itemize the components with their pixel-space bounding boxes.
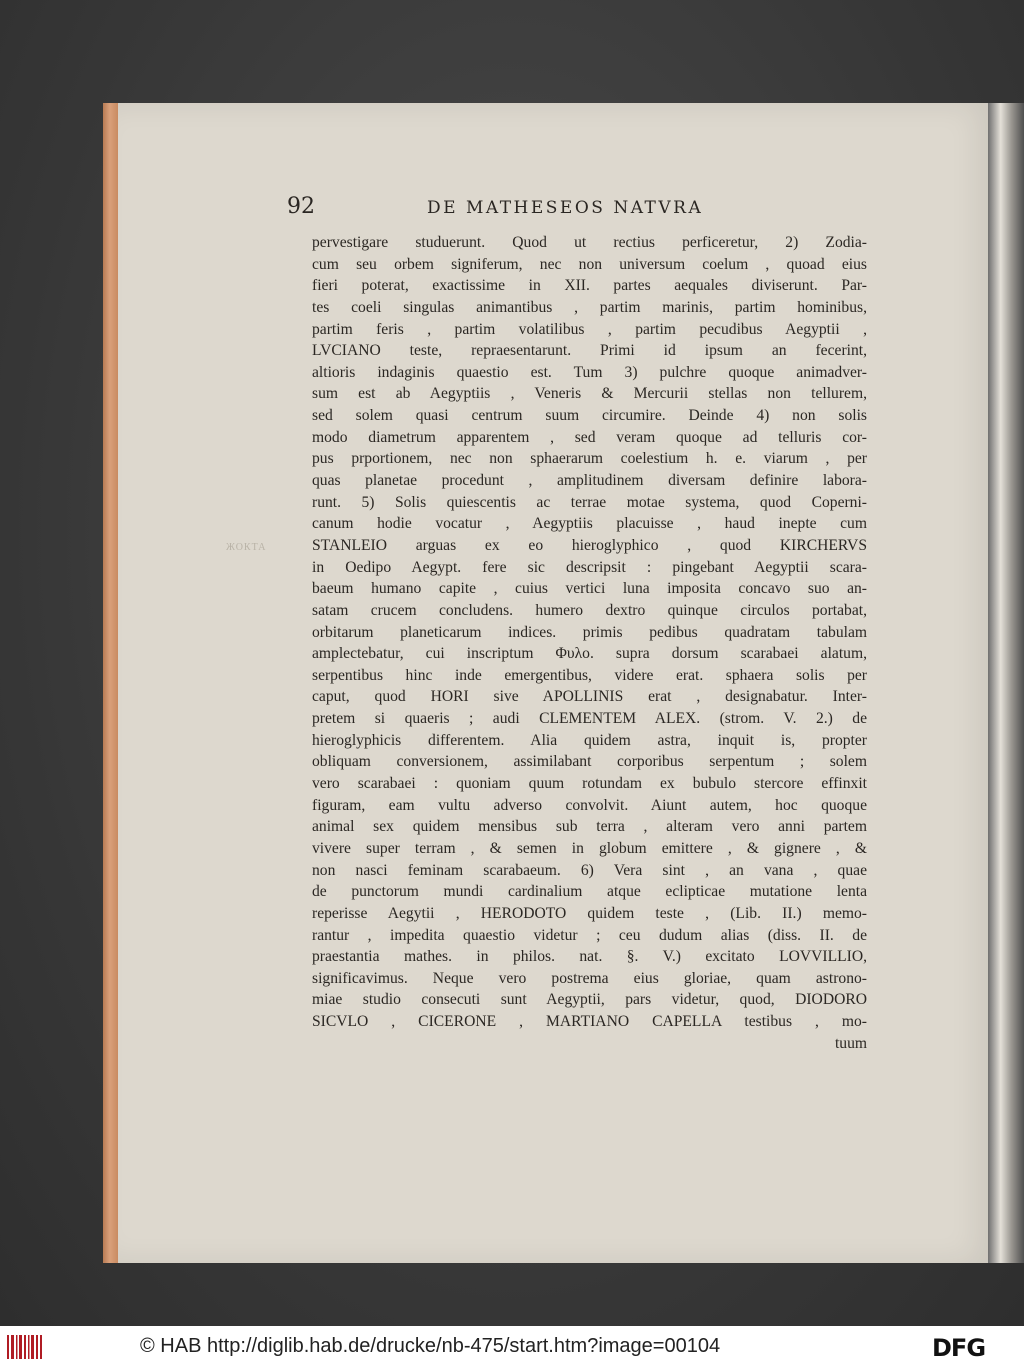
text-line: tuum: [834, 1034, 867, 1052]
text-line: partim feris , partim volatilibus , partim pecudibus Aegyptii ,: [312, 320, 867, 338]
text-line: cum seu orbem signiferum, nec non universum coelum , quoad eius: [312, 255, 867, 273]
text-line: vivere super terram , & semen in globum emittere , & gignere , &: [312, 839, 867, 857]
page-number: 92: [287, 194, 315, 219]
text-line: miae studio consecuti sunt Aegyptii, pars videtur, quod, DIODORO: [312, 991, 867, 1009]
marginal-note: ЖОКТА: [226, 542, 267, 553]
text-line: LVCIANO teste, repraesentarunt. Primi id ipsum an fecerint,: [312, 342, 867, 360]
text-line: in Oedipo Aegypt. fere sic descripsit : pingebant Aegyptii scara-: [312, 558, 867, 576]
text-line: hieroglyphicis differentem. Alia quidem astra, inquit is, propter: [312, 731, 867, 749]
footer-bar: [0, 1326, 1024, 1368]
text-line: caput, quod HORI sive APOLLINIS erat , designabatur. Inter-: [312, 688, 867, 706]
page-edge: [103, 103, 118, 1263]
text-line: altioris indaginis quaestio est. Tum 3) pulchre quoque animadver-: [312, 363, 867, 381]
text-line: modo diametrum apparentem , sed veram quoque ad telluris cor-: [312, 428, 867, 446]
text-line: quas planetae procedunt , amplitudinem diversam definire labora-: [312, 472, 867, 490]
text-line: pretem si quaeris ; audi CLEMENTEM ALEX. (strom. V. 2.) de: [312, 710, 867, 728]
text-line: SICVLO , CICERONE , MARTIANO CAPELLA testibus , mo-: [312, 1013, 867, 1031]
text-line: sum est ab Aegyptiis , Veneris & Mercurii stellas non tellurem,: [312, 385, 867, 403]
text-line: amplectebatur, cui inscriptum Φυλο. supra dorsum scarabaei alatum,: [312, 645, 867, 663]
text-line: figuram, eam vultu adverso convolvit. Aiunt autem, hoc quoque: [312, 796, 867, 814]
text-line: pus prportionem, nec non sphaerarum coelestium h. e. viarum , per: [312, 450, 867, 468]
text-line: STANLEIO arguas ex eo hieroglyphico , quod KIRCHERVS: [312, 536, 867, 554]
text-line: reperisse Aegytii , HERODOTO quidem teste , (Lib. II.) memo-: [312, 904, 867, 922]
body-text: [312, 232, 867, 1054]
text-line: animal sex quidem mensibus sub terra , alteram vero anni partem: [312, 818, 867, 836]
text-line: non nasci feminam scarabaeum. 6) Vera sint , an vana , quae: [312, 861, 867, 879]
text-line: rantur , impedita quaestio videtur ; ceu dudum alias (diss. II. de: [312, 926, 867, 944]
book-binding: [988, 103, 1024, 1263]
running-head-title: DE MATHESEOS NATVRA: [427, 198, 704, 218]
text-line: vero scarabaei : quoniam quum rotundam ex bubulo stercore effinxit: [312, 775, 867, 793]
text-line: tes coeli singulas animantibus , partim marinis, partim hominibus,: [312, 298, 867, 316]
footer-url-text[interactable]: © HAB http://diglib.hab.de/drucke/nb-475/start.htm?image=00104: [140, 1335, 721, 1357]
text-line: fieri poterat, exactissime in XII. partes aequales diviserunt. Par-: [312, 277, 867, 295]
text-line: satam crucem concludens. humero dextro quinque circulos portabat,: [312, 601, 867, 619]
dfg-logo: DFG: [932, 1334, 986, 1362]
text-line: de punctorum mundi cardinalium atque eclipticae mutatione lenta: [312, 883, 867, 901]
text-line: serpentibus hinc inde emergentibus, videre erat. sphaera solis per: [312, 666, 867, 684]
text-line: pervestigare studuerunt. Quod ut rectius perficeretur, 2) Zodia-: [312, 234, 867, 251]
text-line: orbitarum planeticarum indices. primis pedibus quadratam tabulam: [312, 623, 867, 641]
text-line: baeum humano capite , cuius vertici luna imposita concavo suo an-: [312, 580, 867, 598]
text-line: canum hodie vocatur , Aegyptiis placuisse , haud inepte cum: [312, 515, 867, 533]
text-line: runt. 5) Solis quiescentis ac terrae motae systema, quod Coperni-: [312, 493, 867, 511]
hab-barcode-logo-icon: [6, 1332, 44, 1362]
running-head: [287, 194, 867, 224]
text-line: sed solem quasi centrum suum circumire. Deinde 4) non solis: [312, 407, 867, 425]
text-line: significavimus. Neque vero postrema eius gloriae, quam astrono-: [312, 969, 867, 987]
text-line: praestantia mathes. in philos. nat. §. V.) excitato LOVVILLIO,: [312, 948, 867, 966]
text-line: obliquam conversionem, assimilabant corporibus serpentum ; solem: [312, 753, 867, 771]
